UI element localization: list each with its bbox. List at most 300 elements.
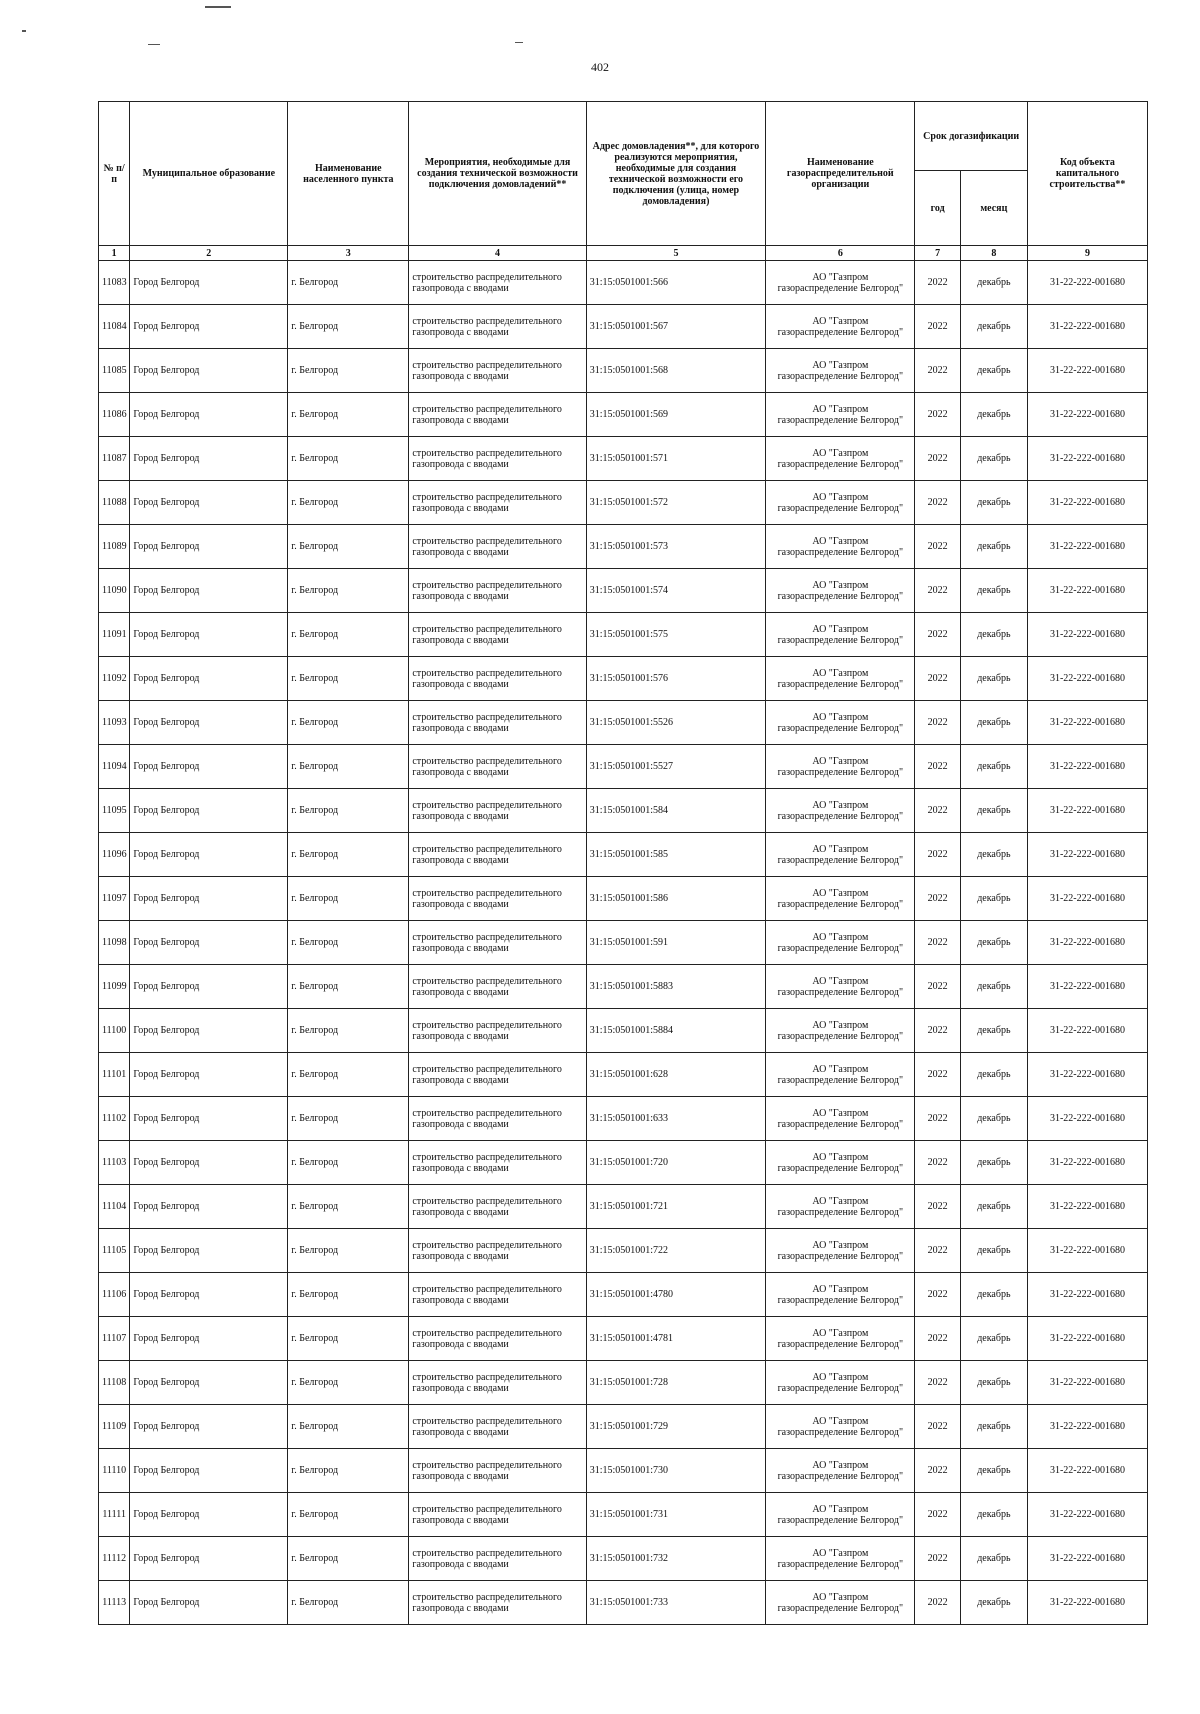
cell-address: 31:15:0501001:728 bbox=[586, 1361, 766, 1405]
table-row bbox=[99, 877, 1148, 921]
cell-org bbox=[766, 1229, 915, 1273]
cell-month: декабрь bbox=[960, 393, 1027, 437]
cell-number: 11090 bbox=[99, 569, 130, 613]
cell-event: строительство распределительного газопровода с вводами bbox=[409, 1097, 586, 1141]
cell-code: 31-22-222-001680 bbox=[1027, 349, 1147, 393]
table-row bbox=[99, 657, 1148, 701]
org-line-2: газораспределение Белгород" bbox=[777, 414, 904, 426]
cell-settlement: г. Белгород bbox=[288, 261, 409, 305]
org-line-2: газораспределение Белгород" bbox=[777, 898, 904, 910]
cell-month: декабрь bbox=[960, 1097, 1027, 1141]
cell-event: строительство распределительного газопровода с вводами bbox=[409, 965, 586, 1009]
cell-municipality: Город Белгород bbox=[130, 965, 288, 1009]
page-number: 402 bbox=[591, 60, 609, 74]
cell-address: 31:15:0501001:574 bbox=[586, 569, 766, 613]
org-line-1: АО "Газпром bbox=[812, 1371, 869, 1383]
cell-municipality: Город Белгород bbox=[130, 1009, 288, 1053]
cell-month: декабрь bbox=[960, 965, 1027, 1009]
cell-number: 11109 bbox=[99, 1405, 130, 1449]
cell-month: декабрь bbox=[960, 921, 1027, 965]
cell-municipality: Город Белгород bbox=[130, 657, 288, 701]
cell-address: 31:15:0501001:4781 bbox=[586, 1317, 766, 1361]
cell-municipality: Город Белгород bbox=[130, 921, 288, 965]
org-line-1: АО "Газпром bbox=[812, 359, 869, 371]
cell-municipality: Город Белгород bbox=[130, 1405, 288, 1449]
cell-code: 31-22-222-001680 bbox=[1027, 657, 1147, 701]
cell-event: строительство распределительного газопровода с вводами bbox=[409, 393, 586, 437]
cell-org bbox=[766, 921, 915, 965]
cell-code: 31-22-222-001680 bbox=[1027, 1273, 1147, 1317]
cell-number: 11108 bbox=[99, 1361, 130, 1405]
cell-month: декабрь bbox=[960, 1537, 1027, 1581]
cell-address: 31:15:0501001:5526 bbox=[586, 701, 766, 745]
org-line-1: АО "Газпром bbox=[812, 623, 869, 635]
table-row bbox=[99, 1141, 1148, 1185]
org-line-1: АО "Газпром bbox=[812, 755, 869, 767]
cell-number: 11094 bbox=[99, 745, 130, 789]
cell-year: 2022 bbox=[915, 393, 960, 437]
cell-settlement: г. Белгород bbox=[288, 305, 409, 349]
scan-artifact bbox=[205, 6, 231, 8]
scan-artifact bbox=[515, 42, 523, 43]
table-row bbox=[99, 1405, 1148, 1449]
gasification-table bbox=[98, 101, 1148, 1625]
cell-number: 11106 bbox=[99, 1273, 130, 1317]
cell-org bbox=[766, 1097, 915, 1141]
cell-number: 11098 bbox=[99, 921, 130, 965]
cell-event: строительство распределительного газопровода с вводами bbox=[409, 1537, 586, 1581]
cell-org bbox=[766, 1361, 915, 1405]
cell-municipality: Город Белгород bbox=[130, 613, 288, 657]
cell-number: 11103 bbox=[99, 1141, 130, 1185]
table-row bbox=[99, 1317, 1148, 1361]
cell-address: 31:15:0501001:731 bbox=[586, 1493, 766, 1537]
cell-settlement: г. Белгород bbox=[288, 393, 409, 437]
cell-settlement: г. Белгород bbox=[288, 1317, 409, 1361]
column-number: 4 bbox=[409, 246, 586, 261]
table-row bbox=[99, 525, 1148, 569]
cell-month: декабрь bbox=[960, 1229, 1027, 1273]
cell-code: 31-22-222-001680 bbox=[1027, 701, 1147, 745]
cell-settlement: г. Белгород bbox=[288, 1405, 409, 1449]
cell-settlement: г. Белгород bbox=[288, 1273, 409, 1317]
cell-event: строительство распределительного газопровода с вводами bbox=[409, 1229, 586, 1273]
header-municipality: Муниципальное образование bbox=[130, 102, 288, 246]
cell-event: строительство распределительного газопровода с вводами bbox=[409, 1493, 586, 1537]
cell-event: строительство распределительного газопровода с вводами bbox=[409, 613, 586, 657]
header-term: Срок догазификации bbox=[915, 102, 1027, 171]
cell-month: декабрь bbox=[960, 1141, 1027, 1185]
org-line-1: АО "Газпром bbox=[812, 1591, 869, 1603]
cell-address: 31:15:0501001:732 bbox=[586, 1537, 766, 1581]
org-line-2: газораспределение Белгород" bbox=[777, 1162, 904, 1174]
cell-event: строительство распределительного газопровода с вводами bbox=[409, 1053, 586, 1097]
cell-org bbox=[766, 1185, 915, 1229]
table-row bbox=[99, 833, 1148, 877]
cell-year: 2022 bbox=[915, 789, 960, 833]
cell-number: 11110 bbox=[99, 1449, 130, 1493]
cell-year: 2022 bbox=[915, 657, 960, 701]
cell-org bbox=[766, 833, 915, 877]
table-row bbox=[99, 745, 1148, 789]
org-line-1: АО "Газпром bbox=[812, 447, 869, 459]
cell-org bbox=[766, 789, 915, 833]
cell-event: строительство распределительного газопровода с вводами bbox=[409, 437, 586, 481]
cell-month: декабрь bbox=[960, 701, 1027, 745]
org-line-2: газораспределение Белгород" bbox=[777, 1030, 904, 1042]
org-line-2: газораспределение Белгород" bbox=[777, 1470, 904, 1482]
column-number: 6 bbox=[766, 246, 915, 261]
cell-number: 11088 bbox=[99, 481, 130, 525]
cell-org bbox=[766, 701, 915, 745]
cell-address: 31:15:0501001:733 bbox=[586, 1581, 766, 1625]
cell-month: декабрь bbox=[960, 1449, 1027, 1493]
org-line-1: АО "Газпром bbox=[812, 667, 869, 679]
cell-month: декабрь bbox=[960, 1493, 1027, 1537]
cell-code: 31-22-222-001680 bbox=[1027, 569, 1147, 613]
cell-number: 11095 bbox=[99, 789, 130, 833]
cell-code: 31-22-222-001680 bbox=[1027, 305, 1147, 349]
cell-address: 31:15:0501001:5884 bbox=[586, 1009, 766, 1053]
org-line-1: АО "Газпром bbox=[812, 1107, 869, 1119]
org-line-2: газораспределение Белгород" bbox=[777, 1206, 904, 1218]
cell-number: 11099 bbox=[99, 965, 130, 1009]
org-line-1: АО "Газпром bbox=[812, 1503, 869, 1515]
cell-settlement: г. Белгород bbox=[288, 1537, 409, 1581]
org-line-1: АО "Газпром bbox=[812, 1239, 869, 1251]
cell-code: 31-22-222-001680 bbox=[1027, 525, 1147, 569]
cell-settlement: г. Белгород bbox=[288, 481, 409, 525]
org-line-1: АО "Газпром bbox=[812, 1151, 869, 1163]
org-line-2: газораспределение Белгород" bbox=[777, 986, 904, 998]
cell-year: 2022 bbox=[915, 305, 960, 349]
cell-code: 31-22-222-001680 bbox=[1027, 789, 1147, 833]
cell-org bbox=[766, 1493, 915, 1537]
org-line-1: АО "Газпром bbox=[812, 1547, 869, 1559]
org-line-1: АО "Газпром bbox=[812, 579, 869, 591]
cell-address: 31:15:0501001:586 bbox=[586, 877, 766, 921]
cell-address: 31:15:0501001:729 bbox=[586, 1405, 766, 1449]
cell-municipality: Город Белгород bbox=[130, 1537, 288, 1581]
cell-code: 31-22-222-001680 bbox=[1027, 1493, 1147, 1537]
org-line-2: газораспределение Белгород" bbox=[777, 854, 904, 866]
org-line-1: АО "Газпром bbox=[812, 931, 869, 943]
org-line-2: газораспределение Белгород" bbox=[777, 1074, 904, 1086]
cell-code: 31-22-222-001680 bbox=[1027, 613, 1147, 657]
cell-event: строительство распределительного газопровода с вводами bbox=[409, 1009, 586, 1053]
table-row bbox=[99, 305, 1148, 349]
column-number: 9 bbox=[1027, 246, 1147, 261]
cell-code: 31-22-222-001680 bbox=[1027, 877, 1147, 921]
org-line-1: АО "Газпром bbox=[812, 271, 869, 283]
cell-municipality: Город Белгород bbox=[130, 701, 288, 745]
cell-municipality: Город Белгород bbox=[130, 1097, 288, 1141]
cell-number: 11087 bbox=[99, 437, 130, 481]
cell-event: строительство распределительного газопровода с вводами bbox=[409, 833, 586, 877]
cell-year: 2022 bbox=[915, 613, 960, 657]
org-line-1: АО "Газпром bbox=[812, 1327, 869, 1339]
cell-settlement: г. Белгород bbox=[288, 1053, 409, 1097]
cell-org bbox=[766, 305, 915, 349]
cell-year: 2022 bbox=[915, 1317, 960, 1361]
cell-municipality: Город Белгород bbox=[130, 1449, 288, 1493]
cell-code: 31-22-222-001680 bbox=[1027, 1581, 1147, 1625]
column-number: 5 bbox=[586, 246, 766, 261]
column-number: 7 bbox=[915, 246, 960, 261]
org-line-1: АО "Газпром bbox=[812, 1195, 869, 1207]
cell-settlement: г. Белгород bbox=[288, 569, 409, 613]
cell-code: 31-22-222-001680 bbox=[1027, 1317, 1147, 1361]
cell-month: декабрь bbox=[960, 789, 1027, 833]
cell-event: строительство распределительного газопровода с вводами bbox=[409, 525, 586, 569]
cell-event: строительство распределительного газопровода с вводами bbox=[409, 921, 586, 965]
table-row bbox=[99, 481, 1148, 525]
cell-code: 31-22-222-001680 bbox=[1027, 437, 1147, 481]
org-line-2: газораспределение Белгород" bbox=[777, 1382, 904, 1394]
cell-org bbox=[766, 525, 915, 569]
cell-year: 2022 bbox=[915, 1581, 960, 1625]
cell-org bbox=[766, 965, 915, 1009]
cell-month: декабрь bbox=[960, 833, 1027, 877]
org-line-2: газораспределение Белгород" bbox=[777, 942, 904, 954]
cell-event: строительство распределительного газопровода с вводами bbox=[409, 1581, 586, 1625]
cell-number: 11102 bbox=[99, 1097, 130, 1141]
cell-month: декабрь bbox=[960, 1581, 1027, 1625]
cell-address: 31:15:0501001:571 bbox=[586, 437, 766, 481]
cell-year: 2022 bbox=[915, 1449, 960, 1493]
org-line-2: газораспределение Белгород" bbox=[777, 1118, 904, 1130]
cell-municipality: Город Белгород bbox=[130, 1229, 288, 1273]
cell-org bbox=[766, 657, 915, 701]
cell-address: 31:15:0501001:585 bbox=[586, 833, 766, 877]
cell-settlement: г. Белгород bbox=[288, 833, 409, 877]
cell-code: 31-22-222-001680 bbox=[1027, 1009, 1147, 1053]
table-body bbox=[99, 261, 1148, 1625]
table-row bbox=[99, 701, 1148, 745]
column-number: 3 bbox=[288, 246, 409, 261]
cell-code: 31-22-222-001680 bbox=[1027, 1537, 1147, 1581]
header-address: Адрес домовладения**, для которого реализуются мероприятия, необходимые для создания технической возможности его подключения (улица, номер домовладения) bbox=[586, 102, 766, 246]
org-line-2: газораспределение Белгород" bbox=[777, 722, 904, 734]
cell-event: строительство распределительного газопровода с вводами bbox=[409, 701, 586, 745]
cell-event: строительство распределительного газопровода с вводами bbox=[409, 1405, 586, 1449]
org-line-2: газораспределение Белгород" bbox=[777, 766, 904, 778]
cell-year: 2022 bbox=[915, 1053, 960, 1097]
cell-municipality: Город Белгород bbox=[130, 1141, 288, 1185]
cell-org bbox=[766, 1009, 915, 1053]
cell-settlement: г. Белгород bbox=[288, 1581, 409, 1625]
org-line-2: газораспределение Белгород" bbox=[777, 458, 904, 470]
cell-code: 31-22-222-001680 bbox=[1027, 1405, 1147, 1449]
column-number: 8 bbox=[960, 246, 1027, 261]
cell-event: строительство распределительного газопровода с вводами bbox=[409, 1185, 586, 1229]
cell-number: 11089 bbox=[99, 525, 130, 569]
cell-settlement: г. Белгород bbox=[288, 789, 409, 833]
cell-address: 31:15:0501001:584 bbox=[586, 789, 766, 833]
cell-event: строительство распределительного газопровода с вводами bbox=[409, 305, 586, 349]
cell-settlement: г. Белгород bbox=[288, 921, 409, 965]
cell-address: 31:15:0501001:575 bbox=[586, 613, 766, 657]
cell-address: 31:15:0501001:591 bbox=[586, 921, 766, 965]
cell-year: 2022 bbox=[915, 1361, 960, 1405]
cell-event: строительство распределительного газопровода с вводами bbox=[409, 569, 586, 613]
cell-address: 31:15:0501001:572 bbox=[586, 481, 766, 525]
table-row bbox=[99, 437, 1148, 481]
org-line-2: газораспределение Белгород" bbox=[777, 326, 904, 338]
cell-year: 2022 bbox=[915, 1185, 960, 1229]
cell-municipality: Город Белгород bbox=[130, 261, 288, 305]
cell-settlement: г. Белгород bbox=[288, 1141, 409, 1185]
cell-municipality: Город Белгород bbox=[130, 789, 288, 833]
cell-month: декабрь bbox=[960, 1405, 1027, 1449]
cell-address: 31:15:0501001:4780 bbox=[586, 1273, 766, 1317]
table-row bbox=[99, 1229, 1148, 1273]
org-line-2: газораспределение Белгород" bbox=[777, 546, 904, 558]
cell-number: 11092 bbox=[99, 657, 130, 701]
cell-month: декабрь bbox=[960, 1185, 1027, 1229]
cell-code: 31-22-222-001680 bbox=[1027, 393, 1147, 437]
cell-number: 11097 bbox=[99, 877, 130, 921]
cell-settlement: г. Белгород bbox=[288, 525, 409, 569]
cell-event: строительство распределительного газопровода с вводами bbox=[409, 349, 586, 393]
cell-month: декабрь bbox=[960, 437, 1027, 481]
cell-number: 11091 bbox=[99, 613, 130, 657]
cell-event: строительство распределительного газопровода с вводами bbox=[409, 877, 586, 921]
table-row bbox=[99, 393, 1148, 437]
header-month: месяц bbox=[960, 171, 1027, 246]
table-row bbox=[99, 1493, 1148, 1537]
org-line-1: АО "Газпром bbox=[812, 403, 869, 415]
cell-event: строительство распределительного газопровода с вводами bbox=[409, 1361, 586, 1405]
table-header bbox=[99, 102, 1148, 261]
org-line-2: газораспределение Белгород" bbox=[777, 1250, 904, 1262]
cell-municipality: Город Белгород bbox=[130, 833, 288, 877]
cell-municipality: Город Белгород bbox=[130, 481, 288, 525]
cell-number: 11104 bbox=[99, 1185, 130, 1229]
cell-settlement: г. Белгород bbox=[288, 1185, 409, 1229]
header-org: Наименование газораспределительной организации bbox=[766, 102, 915, 246]
cell-year: 2022 bbox=[915, 1229, 960, 1273]
cell-code: 31-22-222-001680 bbox=[1027, 261, 1147, 305]
cell-address: 31:15:0501001:721 bbox=[586, 1185, 766, 1229]
org-line-1: АО "Газпром bbox=[812, 1459, 869, 1471]
cell-number: 11086 bbox=[99, 393, 130, 437]
scan-artifact bbox=[148, 44, 160, 45]
cell-settlement: г. Белгород bbox=[288, 1009, 409, 1053]
cell-org bbox=[766, 613, 915, 657]
header-event: Мероприятия, необходимые для создания технической возможности подключения домовладений** bbox=[409, 102, 586, 246]
cell-code: 31-22-222-001680 bbox=[1027, 965, 1147, 1009]
cell-month: декабрь bbox=[960, 1053, 1027, 1097]
cell-number: 11111 bbox=[99, 1493, 130, 1537]
cell-org bbox=[766, 1141, 915, 1185]
cell-event: строительство распределительного газопровода с вводами bbox=[409, 1141, 586, 1185]
table-row bbox=[99, 921, 1148, 965]
cell-org bbox=[766, 1405, 915, 1449]
cell-number: 11100 bbox=[99, 1009, 130, 1053]
org-line-1: АО "Газпром bbox=[812, 887, 869, 899]
cell-settlement: г. Белгород bbox=[288, 877, 409, 921]
org-line-1: АО "Газпром bbox=[812, 491, 869, 503]
cell-org bbox=[766, 569, 915, 613]
header-code: Код объекта капитального строительства** bbox=[1027, 102, 1147, 246]
scan-artifact bbox=[22, 30, 26, 32]
cell-municipality: Город Белгород bbox=[130, 1317, 288, 1361]
cell-year: 2022 bbox=[915, 965, 960, 1009]
cell-event: строительство распределительного газопровода с вводами bbox=[409, 1449, 586, 1493]
cell-year: 2022 bbox=[915, 745, 960, 789]
cell-org bbox=[766, 437, 915, 481]
cell-settlement: г. Белгород bbox=[288, 1449, 409, 1493]
org-line-1: АО "Газпром bbox=[812, 843, 869, 855]
cell-org bbox=[766, 1273, 915, 1317]
cell-number: 11105 bbox=[99, 1229, 130, 1273]
cell-month: декабрь bbox=[960, 1009, 1027, 1053]
cell-settlement: г. Белгород bbox=[288, 1493, 409, 1537]
cell-settlement: г. Белгород bbox=[288, 701, 409, 745]
cell-month: декабрь bbox=[960, 745, 1027, 789]
header-num: № п/п bbox=[99, 102, 130, 246]
cell-month: декабрь bbox=[960, 1361, 1027, 1405]
cell-month: декабрь bbox=[960, 613, 1027, 657]
cell-code: 31-22-222-001680 bbox=[1027, 1141, 1147, 1185]
column-numbers-row bbox=[99, 246, 1148, 261]
org-line-2: газораспределение Белгород" bbox=[777, 1294, 904, 1306]
cell-code: 31-22-222-001680 bbox=[1027, 1229, 1147, 1273]
org-line-1: АО "Газпром bbox=[812, 535, 869, 547]
cell-settlement: г. Белгород bbox=[288, 1229, 409, 1273]
table-row bbox=[99, 789, 1148, 833]
cell-year: 2022 bbox=[915, 877, 960, 921]
cell-year: 2022 bbox=[915, 1009, 960, 1053]
org-line-2: газораспределение Белгород" bbox=[777, 810, 904, 822]
cell-number: 11093 bbox=[99, 701, 130, 745]
table-row bbox=[99, 1361, 1148, 1405]
cell-number: 11112 bbox=[99, 1537, 130, 1581]
table-row bbox=[99, 1097, 1148, 1141]
cell-number: 11113 bbox=[99, 1581, 130, 1625]
cell-number: 11096 bbox=[99, 833, 130, 877]
header-settlement: Наименование населенного пункта bbox=[288, 102, 409, 246]
cell-month: декабрь bbox=[960, 877, 1027, 921]
table-row bbox=[99, 569, 1148, 613]
cell-event: строительство распределительного газопровода с вводами bbox=[409, 745, 586, 789]
cell-year: 2022 bbox=[915, 481, 960, 525]
cell-address: 31:15:0501001:720 bbox=[586, 1141, 766, 1185]
cell-municipality: Город Белгород bbox=[130, 393, 288, 437]
cell-year: 2022 bbox=[915, 1405, 960, 1449]
cell-code: 31-22-222-001680 bbox=[1027, 745, 1147, 789]
cell-year: 2022 bbox=[915, 921, 960, 965]
table-row bbox=[99, 1449, 1148, 1493]
org-line-2: газораспределение Белгород" bbox=[777, 1426, 904, 1438]
cell-municipality: Город Белгород bbox=[130, 569, 288, 613]
org-line-2: газораспределение Белгород" bbox=[777, 634, 904, 646]
cell-org bbox=[766, 349, 915, 393]
cell-municipality: Город Белгород bbox=[130, 1185, 288, 1229]
cell-code: 31-22-222-001680 bbox=[1027, 481, 1147, 525]
org-line-1: АО "Газпром bbox=[812, 1063, 869, 1075]
org-line-1: АО "Газпром bbox=[812, 1415, 869, 1427]
cell-settlement: г. Белгород bbox=[288, 965, 409, 1009]
cell-org bbox=[766, 1317, 915, 1361]
cell-address: 31:15:0501001:5527 bbox=[586, 745, 766, 789]
column-number: 2 bbox=[130, 246, 288, 261]
cell-event: строительство распределительного газопровода с вводами bbox=[409, 789, 586, 833]
table-row bbox=[99, 349, 1148, 393]
org-line-1: АО "Газпром bbox=[812, 315, 869, 327]
cell-year: 2022 bbox=[915, 1097, 960, 1141]
